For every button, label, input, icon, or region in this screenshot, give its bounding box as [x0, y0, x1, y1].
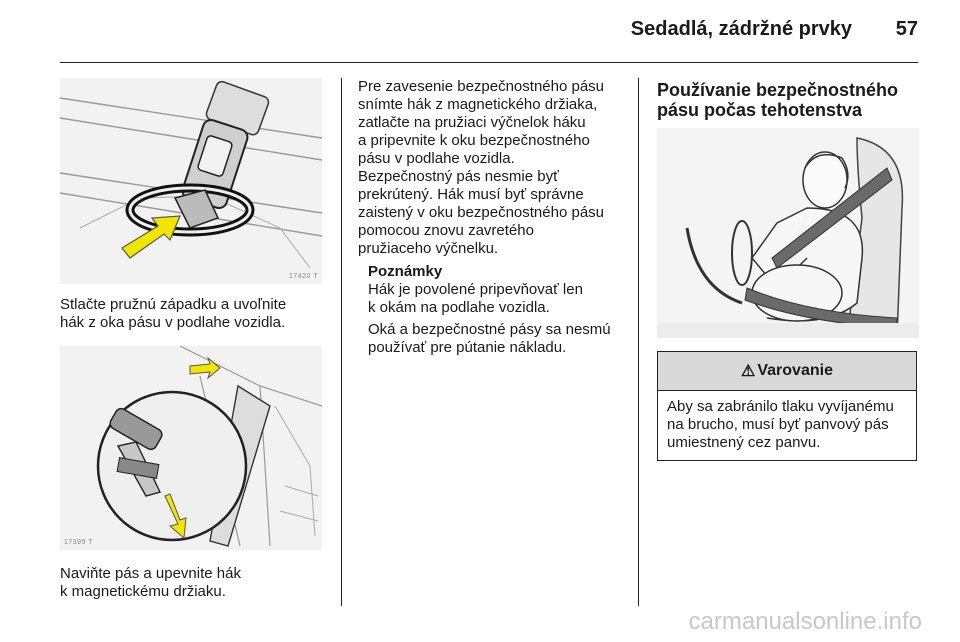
figure-magnetic-holder — [60, 346, 322, 550]
caption-line: hák z oka pásu v podlahe vozidla. — [60, 314, 286, 331]
note-line: Hák je povolené pripevňovať len — [368, 281, 583, 298]
note-heading: Poznámky — [368, 263, 443, 280]
paragraph-line: Pre zavesenie bezpečnostného pásu — [358, 78, 605, 95]
figure-floor-hook — [60, 78, 322, 284]
floor-hook-illustration — [60, 78, 322, 284]
paragraph-line: pásu v podlahe vozidla. — [358, 150, 515, 167]
warning-header — [658, 352, 916, 391]
paragraph-line: a pripevnite k oku bezpečnostného — [358, 132, 590, 149]
caption-line: Naviňte pás a upevnite hák — [60, 565, 241, 582]
caption-line: Stlačte pružnú západku a uvoľnite — [60, 296, 287, 313]
main-paragraph — [358, 78, 604, 258]
column-divider-left — [341, 78, 342, 606]
caption-line: k magnetickému držiaku. — [60, 583, 226, 600]
caption-floor-hook — [60, 296, 286, 332]
figure-label: 17399 T — [64, 539, 94, 546]
watermark: carmanualsonline.info — [688, 608, 922, 635]
warning-line: umiestnený cez panvu. — [667, 434, 821, 451]
figure-label: 17420 T — [288, 273, 318, 280]
figure-pregnancy-belt — [657, 128, 919, 338]
magnetic-holder-illustration — [60, 346, 322, 550]
note-text-1 — [368, 281, 583, 317]
warning-line: Aby sa zabránilo tlaku vyvíjanému — [667, 398, 894, 415]
section-heading — [657, 80, 898, 120]
heading-line: Používanie bezpečnostného — [657, 80, 899, 100]
warning-text — [658, 391, 916, 459]
paragraph-line: pružiaceho výčnelku. — [358, 240, 499, 257]
note-line: k okám na podlahe vozidla. — [368, 299, 550, 316]
note-line: Oká a bezpečnostné pásy sa nesmú — [368, 321, 611, 338]
paragraph-line: zaistený v oku bezpečnostného pásu — [358, 204, 604, 221]
paragraph-line: Bezpečnostný pás nesmie byť — [358, 168, 559, 185]
paragraph-line: zatlačte na pružiaci výčnelok háku — [358, 114, 586, 131]
paragraph-line: pomocou znovu zavretého — [358, 222, 534, 239]
note-text-2 — [368, 321, 611, 357]
caption-magnetic-holder — [60, 565, 241, 601]
note-line: používať pre pútanie nákladu. — [368, 339, 567, 356]
warning-title: Varovanie — [757, 362, 833, 379]
paragraph-line: snímte hák z magnetického držiaka, — [358, 96, 598, 113]
warning-icon: ⚠ — [741, 363, 756, 380]
column-divider-right — [638, 78, 639, 606]
warning-line: na brucho, musí byť panvový pás — [667, 416, 889, 433]
warning-box — [657, 351, 917, 461]
header-divider — [60, 62, 918, 63]
pregnancy-belt-illustration — [657, 128, 919, 338]
page-header-title: Sedadlá, zádržné prvky — [630, 18, 852, 40]
page-number: 57 — [895, 18, 918, 40]
heading-line: pásu počas tehotenstva — [657, 100, 863, 120]
paragraph-line: prekrútený. Hák musí byť správne — [358, 186, 584, 203]
